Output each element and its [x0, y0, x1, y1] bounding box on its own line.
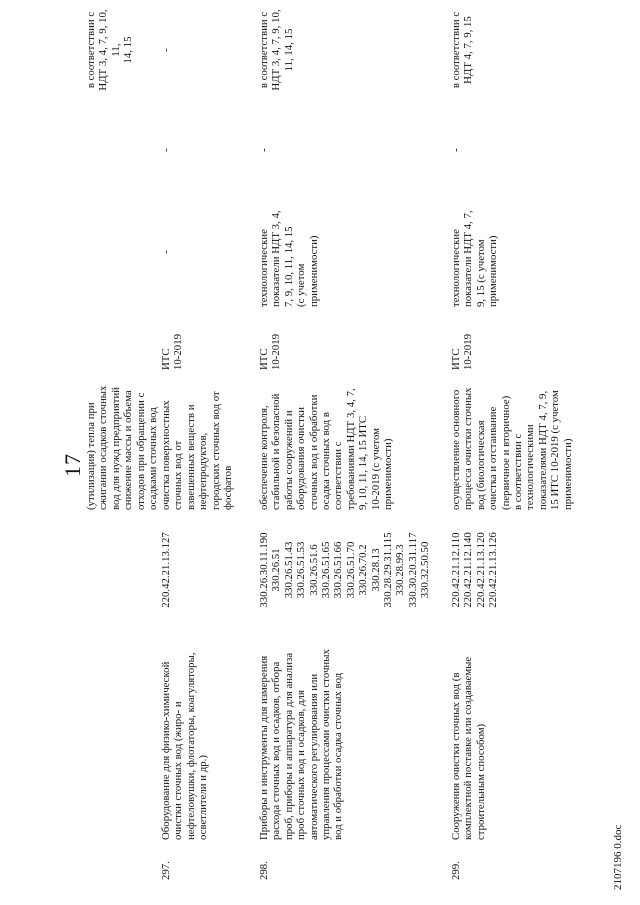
page-number: 17 [60, 453, 85, 477]
cell-solution: - [258, 148, 270, 152]
cell-solution: - [450, 148, 462, 152]
cell-tech-indicators: - [160, 250, 172, 254]
cell-its-reference: ИТС 10-2019 [450, 334, 475, 370]
cell-description: обеспечение контроля, стабильной и безопасной работы сооружений и оборудования очистки сточных вод и обработки осадка сточных вод в соответствии с требованиями НДТ 3, 4, 7, 9, 10, 11, 14, 15 ИТС 10-2019 (с учетом применимости) [258, 388, 395, 510]
cell-tech-indicators: технологические показатели НДТ 3, 4, 7, 9, 10, 11, 14, 15 (с учетом применимости) [258, 210, 320, 307]
cell-number: 297. [160, 861, 172, 880]
cell-okpd-code: 220.42.21.12.110 220.42.21.12.140 220.42.21.13.120 220.42.21.13.126 [450, 532, 500, 608]
cell-ndt-compliance: - [160, 48, 172, 52]
cell-ndt-compliance: в соответствии с НДТ 3, 4, 7, 9, 10, 11, 14, 15 [258, 9, 295, 91]
cell-equipment-name: Сооружения очистки сточных вод (в комплектной поставке или создаваемые строительным способом) [450, 656, 487, 840]
cell-description: осуществление основного процесса очистки сточных вод (биологическая очистка и отстаивание (первичное и вторичное) в соответствии с технологическими показателями НДТ 4, 7, 9, 15 ИТС 10-2019 (с учетом применимости) [450, 387, 574, 510]
cell-equipment-name: Приборы и инструменты для измерения расхода сточных вод и осадков, отбора проб, приборы и аппаратура для анализа проб сточных вод и осадков, для автоматического регулирования или управления процессами очистки сточных вод и обработки осадка сточных вод [258, 649, 345, 840]
cell-ndt-compliance: в соответствии с НДТ 4, 7, 9, 15 [450, 11, 475, 89]
cell-okpd-code: 330.26.30.11.190 330.26.51 330.26.51.43 330.26.51.53 330.26.51.6 330.26.51.65 330.26.51.66 330.26.51.70 330.26.70.2 330.28.13 330.28.29.31.115 330.28.99.3 330.30.20.31.117 330.32.50.50 [258, 532, 432, 608]
cell-tech-indicators: технологические показатели НДТ 4, 7, 9, 15 (с учетом применимости) [450, 210, 500, 307]
document-file-id: 2107196 0.doc [612, 824, 624, 890]
cell-number: 299. [450, 861, 462, 880]
cell-description: очистка поверхностных сточных вод от взвешенных веществ и нефтепродуктов, городских сточных вод от фосфатов [160, 391, 235, 510]
cell-okpd-code: 220.42.21.13.127 [160, 532, 172, 608]
cell-description: (утилизация) тепла при сжигании осадков сточных вод для нужд предприятий снижение массы и объема отходов при обращении с осадками сточных вод [85, 385, 160, 510]
cell-number: 298. [258, 861, 270, 880]
cell-ndt-compliance: в соответствии с НДТ 3, 4, 7, 9, 10, 11, 14, 15 [85, 9, 135, 91]
cell-equipment-name: Оборудование для физико-химической очистки сточных вод (жиро- и нефтеловушки, флотаторы, коагуляторы, осветлители и др.) [160, 652, 210, 840]
cell-solution: - [160, 148, 172, 152]
cell-its-reference: ИТС 10-2019 [160, 334, 185, 370]
cell-its-reference: ИТС 10-2019 [258, 334, 283, 370]
